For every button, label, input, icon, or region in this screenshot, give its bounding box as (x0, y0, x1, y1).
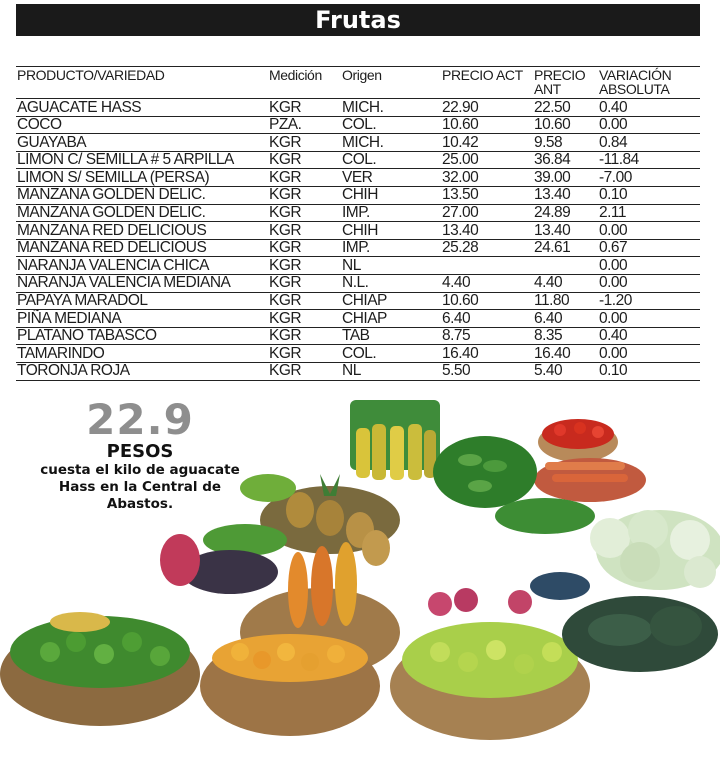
table-row (16, 292, 700, 310)
cucumber-pile (433, 436, 537, 508)
callout-value: 22.9 (86, 395, 194, 444)
table-cell: 0.10 (598, 186, 700, 204)
carrot-pile (534, 458, 646, 502)
col-header-medicion: Medición (268, 67, 341, 99)
table-cell (533, 257, 598, 275)
table-cell: 25.28 (441, 239, 533, 257)
table-cell: TAMARINDO (16, 345, 268, 363)
table-cell: 13.40 (533, 186, 598, 204)
table-row (16, 99, 700, 117)
table-cell: TORONJA ROJA (16, 362, 268, 380)
table-cell: 0.00 (598, 310, 700, 328)
table-cell: GUAYABA (16, 134, 268, 152)
table-cell: 0.10 (598, 362, 700, 380)
table-cell: PIÑA MEDIANA (16, 310, 268, 328)
table-cell: 24.61 (533, 239, 598, 257)
table-cell: 11.80 (533, 292, 598, 310)
lime-basket-right (390, 588, 590, 740)
table-cell: MANZANA GOLDEN DELIC. (16, 186, 268, 204)
table-cell: 10.60 (441, 292, 533, 310)
table-row (16, 274, 700, 292)
table-row (16, 310, 700, 328)
table-cell: KGR (268, 186, 341, 204)
price-callout (40, 395, 240, 513)
table-cell: 6.40 (533, 310, 598, 328)
table-cell: NL (341, 362, 441, 380)
table-cell: KGR (268, 292, 341, 310)
table-cell: COCO (16, 116, 268, 134)
table-cell: KGR (268, 204, 341, 222)
table-cell: KGR (268, 99, 341, 117)
table-cell: 13.50 (441, 186, 533, 204)
table-cell: PAPAYA MARADOL (16, 292, 268, 310)
table-cell: PLATANO TABASCO (16, 327, 268, 345)
table-cell: 36.84 (533, 151, 598, 169)
table-cell: IMP. (341, 204, 441, 222)
table-cell: VER (341, 169, 441, 187)
table-cell: COL. (341, 151, 441, 169)
col-header-producto: PRODUCTO/VARIEDAD (16, 67, 268, 99)
col-header-precio-ant: PRECIO ANT (533, 67, 598, 99)
table-cell: 0.84 (598, 134, 700, 152)
table-cell: 0.40 (598, 99, 700, 117)
table-cell: AGUACATE HASS (16, 99, 268, 117)
table-cell: TAB (341, 327, 441, 345)
table-cell: IMP. (341, 239, 441, 257)
table-row (16, 134, 700, 152)
table-cell: 6.40 (441, 310, 533, 328)
table-cell: COL. (341, 345, 441, 363)
table-cell: -7.00 (598, 169, 700, 187)
table-cell: KGR (268, 310, 341, 328)
table-cell: MANZANA RED DELICIOUS (16, 239, 268, 257)
table-cell: 8.75 (441, 327, 533, 345)
orange-basket (200, 634, 380, 736)
col-header-variacion: VARIACIÓN ABSOLUTA (598, 67, 700, 99)
table-cell: CHIAP (341, 292, 441, 310)
table-row (16, 169, 700, 187)
table-cell: 32.00 (441, 169, 533, 187)
table-cell: 13.40 (533, 222, 598, 240)
col-header-origen: Origen (341, 67, 441, 99)
table-cell: LIMON S/ SEMILLA (PERSA) (16, 169, 268, 187)
table-cell: KGR (268, 169, 341, 187)
table-cell: LIMON C/ SEMILLA # 5 ARPILLA (16, 151, 268, 169)
table-cell: MICH. (341, 134, 441, 152)
table-cell: MANZANA RED DELICIOUS (16, 222, 268, 240)
table-cell: NL (341, 257, 441, 275)
table-cell: 27.00 (441, 204, 533, 222)
table-cell: NARANJA VALENCIA MEDIANA (16, 274, 268, 292)
table-body (16, 99, 700, 381)
table-row (16, 151, 700, 169)
price-table (16, 66, 700, 381)
table-cell: 22.50 (533, 99, 598, 117)
table-cell: 25.00 (441, 151, 533, 169)
table-cell: KGR (268, 151, 341, 169)
table-cell: 10.60 (533, 116, 598, 134)
cabbage-pile (590, 510, 720, 590)
tomato-basket (538, 419, 618, 462)
table-row (16, 116, 700, 134)
table-cell: 5.40 (533, 362, 598, 380)
table-cell: PZA. (268, 116, 341, 134)
table-cell: 2.11 (598, 204, 700, 222)
greens-bunch (350, 400, 440, 480)
table-cell: 13.40 (441, 222, 533, 240)
table-row (16, 257, 700, 275)
table-row (16, 345, 700, 363)
callout-unit: PESOS (106, 441, 174, 462)
table-cell: 0.40 (598, 327, 700, 345)
table-cell: 0.00 (598, 274, 700, 292)
col-header-precio-act: PRECIO ACT (441, 67, 533, 99)
table-cell: 39.00 (533, 169, 598, 187)
table-cell: MANZANA GOLDEN DELIC. (16, 204, 268, 222)
table-cell: N.L. (341, 274, 441, 292)
table-row (16, 239, 700, 257)
table-cell: -11.84 (598, 151, 700, 169)
callout-text: cuesta el kilo de aguacate Hass en la Central de Abastos. (40, 462, 240, 512)
table-cell: 0.00 (598, 222, 700, 240)
table-row (16, 204, 700, 222)
table-cell: CHIH (341, 222, 441, 240)
table-cell: 0.67 (598, 239, 700, 257)
table-cell: 10.60 (441, 116, 533, 134)
table-cell: 0.00 (598, 257, 700, 275)
table-cell: KGR (268, 274, 341, 292)
table-cell: 8.35 (533, 327, 598, 345)
table-header (16, 67, 700, 99)
table-cell: 4.40 (533, 274, 598, 292)
table-cell: CHIH (341, 186, 441, 204)
table-cell: 0.00 (598, 345, 700, 363)
table-row (16, 186, 700, 204)
table-cell: KGR (268, 327, 341, 345)
table-row (16, 362, 700, 380)
table-cell: 10.42 (441, 134, 533, 152)
table-cell: NARANJA VALENCIA CHICA (16, 257, 268, 275)
table-cell: 0.00 (598, 116, 700, 134)
table-cell: KGR (268, 239, 341, 257)
table-cell: KGR (268, 362, 341, 380)
table-cell: MICH. (341, 99, 441, 117)
table-row (16, 327, 700, 345)
table-cell: 16.40 (441, 345, 533, 363)
table-cell: COL. (341, 116, 441, 134)
table-cell: 4.40 (441, 274, 533, 292)
table-cell: KGR (268, 345, 341, 363)
lime-basket-left (0, 612, 200, 726)
table-cell: 16.40 (533, 345, 598, 363)
table-cell: 24.89 (533, 204, 598, 222)
table-cell: KGR (268, 222, 341, 240)
table-cell (441, 257, 533, 275)
table-cell: 9.58 (533, 134, 598, 152)
table-cell: 5.50 (441, 362, 533, 380)
table-cell: -1.20 (598, 292, 700, 310)
section-title: Frutas (16, 4, 700, 36)
table-cell: KGR (268, 134, 341, 152)
table-cell: CHIAP (341, 310, 441, 328)
table-cell: KGR (268, 257, 341, 275)
table-cell: 22.90 (441, 99, 533, 117)
table-row (16, 222, 700, 240)
